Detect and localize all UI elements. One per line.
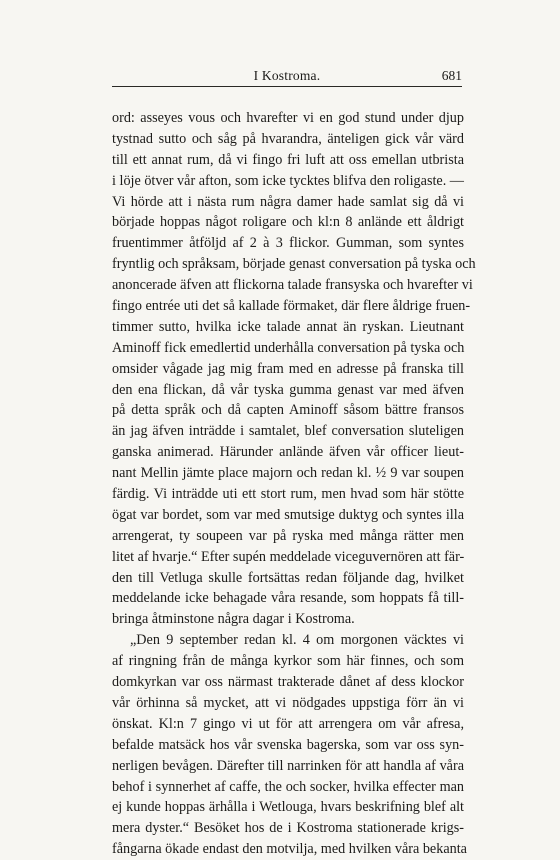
body-text: [112, 108, 476, 860]
text-line: mera dyster.“ Besöket hos de i Kostroma stationerade krigs-: [112, 820, 464, 837]
text-line: till ett annat rum, då vi fingo fri luft att oss emellan utbrista: [112, 151, 464, 168]
text-line: började hoppas något roligare och kl:n 8 anlände ett åldrigt: [112, 214, 464, 231]
running-header: [112, 66, 462, 87]
text-line: anoncerade äfven att flickorna talade fransyska och hvarefter vi: [112, 277, 473, 294]
text-line: nerligen bevågen. Därefter till narrinken för att handla af våra: [112, 757, 464, 774]
text-line: Vi hörde att i nästa rum några damer hade samlat sig då vi: [112, 193, 464, 210]
text-line: af ringning från de många kyrkor som här finnes, och som: [112, 653, 464, 670]
text-line: fryntlig och språksam, började genast conversation på tyska och: [112, 256, 476, 273]
chapter-title: I Kostroma.: [253, 68, 321, 83]
text-line: ganska animerad. Härunder anlände äfven vår officer lieut-: [112, 444, 464, 461]
text-line: tystnad sutto och såg på hvarandra, änteligen gick vår värd: [112, 130, 464, 147]
text-line: den ena flickan, då vår tyska gumma genast var med äfven: [112, 381, 464, 398]
text-line: ej kunde hoppas ärhålla i Wetlouga, hvars beskrifning blef alt: [112, 799, 464, 816]
text-line: Aminoff fick emedlertid underhålla conversation på tyska och: [112, 339, 465, 356]
text-line: nant Mellin jämte place majorn och redan kl. ½ 9 var soupen: [112, 465, 464, 482]
paragraph-end-line: bringa åtminstone några dagar i Kostroma.: [112, 611, 355, 628]
text-line: domkyrkan var oss närmast trakterade dånet af dess klockor: [112, 674, 464, 691]
text-line: arrengerat, ty soupeen var på ryska med många rätter men: [112, 527, 464, 544]
text-line: på detta språk och då capten Aminoff såsom bättre fransos: [112, 402, 464, 419]
text-line: meddelande icke behagade våra resande, som hoppats få till-: [112, 590, 464, 607]
text-line: omsider vågade jag mig fram med en adresse på franska till: [112, 360, 464, 377]
text-line: befalde matsäck hos vår svenska bagerska, som var oss syn-: [112, 736, 464, 753]
text-line: den till Vetluga skulle fortsättas redan följande dag, hvilket: [112, 569, 464, 586]
text-line: ord: asseyes vous och hvarefter vi en god stund under djup: [112, 110, 464, 126]
text-line: färdig. Vi inträdde uti ett stort rum, men hvad som här stötte: [112, 486, 464, 503]
text-line: i löje ötver vår afton, som icke tycktes blifva den roligaste. —: [112, 172, 464, 189]
paragraph-start-line: „Den 9 september redan kl. 4 om morgonen väcktes vi: [130, 632, 464, 649]
text-line: önskat. Kl:n 7 gingo vi ut för att arrengera om vår afresa,: [112, 715, 464, 732]
text-line: än jag äfven inträdde i samtalet, blef conversation sluteligen: [112, 423, 464, 440]
text-line: fångarna ökade endast den motvilja, med hvilken våra bekanta: [112, 841, 467, 858]
text-line: ögat var bordet, som var med smutsige duktyg och syntes illa: [112, 506, 464, 523]
text-line: litet af hvarje.“ Efter supén meddelade viceguvernören att fär-: [112, 548, 465, 565]
text-line: vår örhinna så mycket, att vi nödgades uppstiga förr än vi: [112, 694, 464, 711]
text-line: fingo entrée uti det så kallade förmaket, där flere åldrige fruen-: [112, 298, 471, 315]
page-number: 681: [441, 68, 462, 83]
text-line: behof i synnerhet af caffe, the och socker, hvilka effecter man: [112, 778, 464, 795]
text-line: fruentimmer åtföljd af 2 à 3 flickor. Gumman, som syntes: [112, 235, 464, 252]
text-line: timmer sutto, hvilka icke talade annat än ryskan. Lieutnant: [112, 318, 464, 335]
